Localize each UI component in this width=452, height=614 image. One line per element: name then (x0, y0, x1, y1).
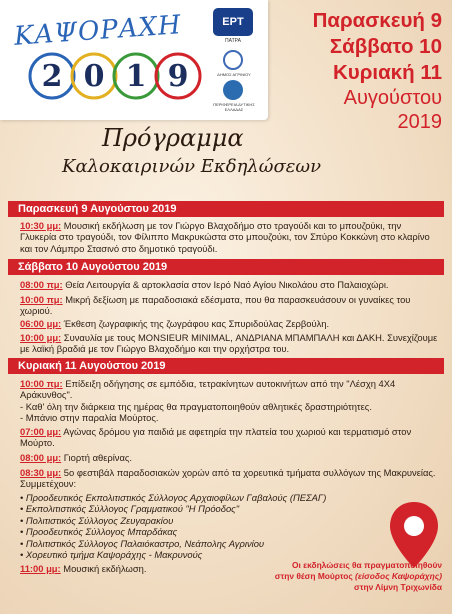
logo-rings (24, 46, 204, 106)
region-logo (223, 80, 243, 100)
region-name: ΠΕΡΙΦΕΡΕΙΑ ΔΥΤΙΚΗΣ ΕΛΛΑΔΑΣ (213, 102, 255, 112)
ert-logo: ΕΡΤ (213, 8, 253, 36)
program-title: Πρόγραμμα (102, 124, 244, 152)
entry-extra: - Μπάνιο στην παραλία Μούρτος. (20, 412, 159, 424)
municipality-name: ΔΗΜΟΣ ΑΓΡΙΝΙΟΥ (217, 72, 251, 77)
schedule-entry: 08:30 μμ: 5ο φεστιβάλ παραδοσιακών χορών από τα χορευτικά τμήματα συλλόγων της Μακρυνείας. Συμμετέχουν: (20, 467, 436, 490)
day-header-sunday: Κυριακή 11 Αυγούστου 2019 (8, 358, 444, 374)
schedule-entry: 10:00 μμ: Συναυλία με τους MONSIEUR MINIMAL, ΑΝΔΡΙΑΝΑ ΜΠΑΜΠΑΛΗ και ΔΑΚΗ. Συνεχίζουμε με λαϊκή βραδιά με τον Γιώργο Βλαχοδήμο και την ορχήστρα του. (20, 332, 438, 355)
day-header-saturday: Σάββατο 10 Αυγούστου 2019 (8, 259, 444, 275)
participant-item: • Εκπολιτιστικός Σύλλογος Γραμματικού "Η Πρόοδος" (20, 503, 240, 515)
participant-item: • Προοδευτικός Εκπολιτιστικός Σύλλογος Αρχαιοφίλων Γαβαλούς (ΠΕΣΑΓ) (20, 492, 327, 503)
svg-text:1: 1 (125, 59, 147, 94)
date-year: 2019 (397, 111, 442, 133)
schedule-entry: 10:00 πμ: Μικρή δεξίωση με παραδοσιακά εδέσματα, που θα παρασκευάσουν οι γυναίκες του χωριού. (20, 294, 411, 317)
schedule-entry: 10:30 μμ: Μουσική εκδήλωση με τον Γιώργο Βλαχοδήμο στο τραγούδι και το μπουζούκι, την Γλυκερία στο τραγούδι, τον Φίλιππο Μακρυκώστα στο μπουζούκι, τον Σπύρο Κοκκώνη στο κλαρίνο και τον Λάμπρο Στασινό στο δημοτικό τραγούδι. (20, 220, 430, 254)
svg-text:0: 0 (83, 59, 105, 94)
program-subtitle: Καλοκαιρινών Εκδηλώσεων (62, 156, 322, 177)
ert-sub: ΠΑΤΡΑ (225, 38, 241, 44)
date-saturday: Σάββατο 10 (329, 35, 442, 58)
festival-logo (8, 6, 204, 112)
svg-text:2: 2 (41, 59, 63, 94)
participant-item: • Πολιτιστικός Σύλλογος Ζευγαρακίου (20, 514, 174, 526)
schedule-entry: 06:00 μμ: Έκθεση ζωγραφικής της ζωγράφου κας Σπυριδούλας Ζερβούλη. (20, 318, 330, 329)
schedule-entry: 07:00 μμ: Αγώνας δρόμου για παιδιά με αφετηρία την πλατεία του χωριού και τερματισμό στον Μούρτο. (20, 426, 412, 449)
svg-text:9: 9 (167, 59, 189, 94)
date-friday: Παρασκευή 9 (312, 9, 442, 32)
participant-item: • Προοδευτικός Σύλλογος Μπαρδάκας (20, 526, 178, 538)
day-header-friday: Παρασκευή 9 Αυγούστου 2019 (8, 201, 444, 217)
venue-note: Οι εκδηλώσεις θα πραγματοποιηθούν στην θέση Μούρτος (είσοδος Καψοράχης) στην Λίμνη Τριχωνίδα (274, 560, 442, 592)
header-card (0, 0, 268, 120)
schedule-entry: 10:00 πμ: Επίδειξη οδήγησης σε εμπόδια, τετρακίνητων αυτοκινήτων από την "Λέσχη 4Χ4 Αράκυνθος". - Καθ' όλη την διάρκεια της ημέρας θα πραγματοποιηθούν αθλητικές δραστηριότητες. - Μπάνιο στην παραλία Μούρτος. (20, 378, 396, 424)
municipality-logo (223, 50, 243, 70)
schedule-entry: 11:00 μμ: Μουσική εκδήλωση. (20, 563, 147, 574)
schedule-entry: 08:00 πμ: Θεία Λειτουργία & αρτοκλασία στον Ιερό Ναό Αγίου Νικολάου στο Παλαιοχώρι. (20, 279, 389, 290)
participant-item: • Χορευτικό τμήμα Καψοράχης - Μακρυνούς (20, 549, 203, 561)
logo-word: ΚΑΨΟΡΑΧΗ (13, 10, 183, 52)
date-sunday: Κυριακή 11 (332, 61, 442, 84)
participant-item: • Πολιτιστικός Σύλλογος Παλαιόκαστρο, Νεάπολης Αγρινίου (20, 537, 265, 549)
schedule-entry: 08:00 μμ: Γιορτή αθερίνας. (20, 452, 133, 463)
event-dates (266, 8, 442, 134)
entry-extra: - Καθ' όλη την διάρκεια της ημέρας θα πραγματοποιηθούν αθλητικές δραστηριότητες. (20, 400, 372, 412)
sponsor-logos (207, 8, 263, 114)
participants-list (20, 492, 360, 560)
date-month: Αυγούστου (343, 87, 442, 109)
